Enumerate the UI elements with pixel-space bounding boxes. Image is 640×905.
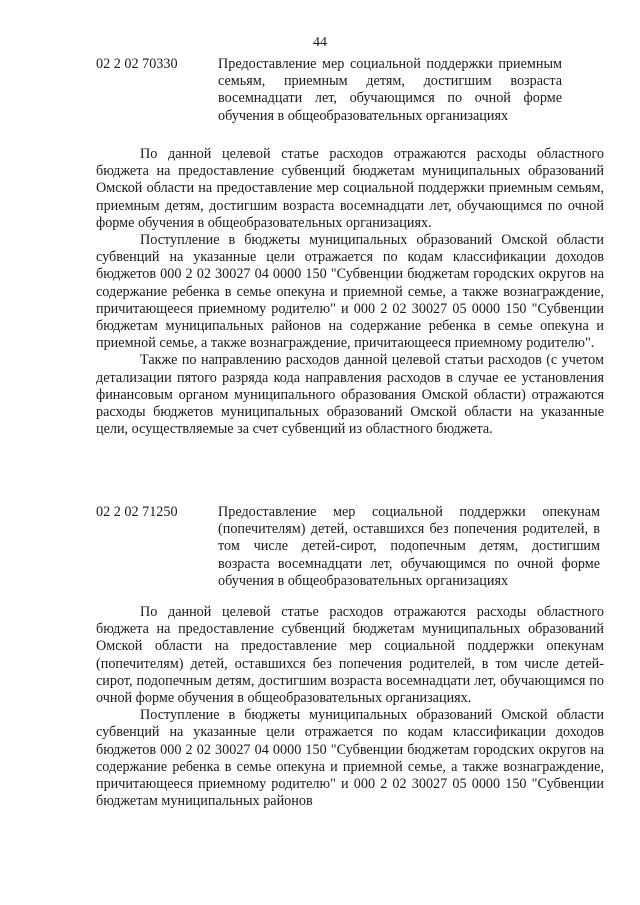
- section-body: [96, 604, 604, 810]
- section-body: [96, 146, 604, 438]
- paragraph: Также по направлению расходов данной целевой статьи расходов (с учетом детализации пятого разряда кода направления расходов в случае ее установления финансовым органом муниципального образования Омской области) отражаются расходы бюджетов муниципальных образований Омской области на указанные цели, осуществляемые за счет субвенций из областного бюджета.: [96, 352, 604, 438]
- section-title: Предоставление мер социальной поддержки опекунам (попечителям) детей, оставшихся без попечения родителей, в том числе детей-сирот, подопечным детям, достигшим возраста восемнадцати лет, обучающимся по очной форме обучения в общеобразовательных организациях: [218, 504, 600, 589]
- paragraph: Поступление в бюджеты муниципальных образований Омской области субвенций на указанные цели отражается по кодам классификации доходов бюджетов 000 2 02 30027 04 0000 150 "Субвенции бюджетам городских округов на содержание ребенка в семье опекуна и приемной семье, а также вознаграждение, причитающееся приемному родителю" и 000 2 02 30027 05 0000 150 "Субвенции бюджетам муниципальных районов: [96, 707, 604, 810]
- section-heading: [96, 56, 604, 125]
- paragraph: Поступление в бюджеты муниципальных образований Омской области субвенций на указанные цели отражается по кодам классификации доходов бюджетов 000 2 02 30027 04 0000 150 "Субвенции бюджетам городских округов на содержание ребенка в семье опекуна и приемной семье, а также вознаграждение, причитающееся приемному родителю" и 000 2 02 30027 05 0000 150 "Субвенции бюджетам муниципальных районов на содержание ребенка в семье опекуна и приемной семье, а также вознаграждение, причитающееся приемному родителю".: [96, 232, 604, 352]
- section-heading: [96, 504, 604, 590]
- section-code: 02 2 02 71250: [96, 504, 178, 520]
- paragraph: По данной целевой статье расходов отражаются расходы областного бюджета на предоставление субвенций бюджетам муниципальных образований Омской области на предоставление мер социальной поддержки приемным семьям, приемным детям, достигшим возраста восемнадцати лет, обучающимся по очной форме обучения в общеобразовательных организациях.: [96, 146, 604, 231]
- page-number: 44: [313, 35, 327, 50]
- section-code: 02 2 02 70330: [96, 56, 178, 72]
- section-title: Предоставление мер социальной поддержки приемным семьям, приемным детям, достигшим возраста восемнадцати лет, обучающимся по очной форме обучения в общеобразовательных организациях: [218, 56, 562, 124]
- paragraph: По данной целевой статье расходов отражаются расходы областного бюджета на предоставление субвенций бюджетам муниципальных образований Омской области на предоставление мер социальной поддержки опекунам (попечителям) детей, оставшихся без попечения родителей, в том числе детей-сирот, подопечным детям, достигшим возраста восемнадцати лет, обучающимся по очной форме обучения в общеобразовательных организациях.: [96, 604, 604, 707]
